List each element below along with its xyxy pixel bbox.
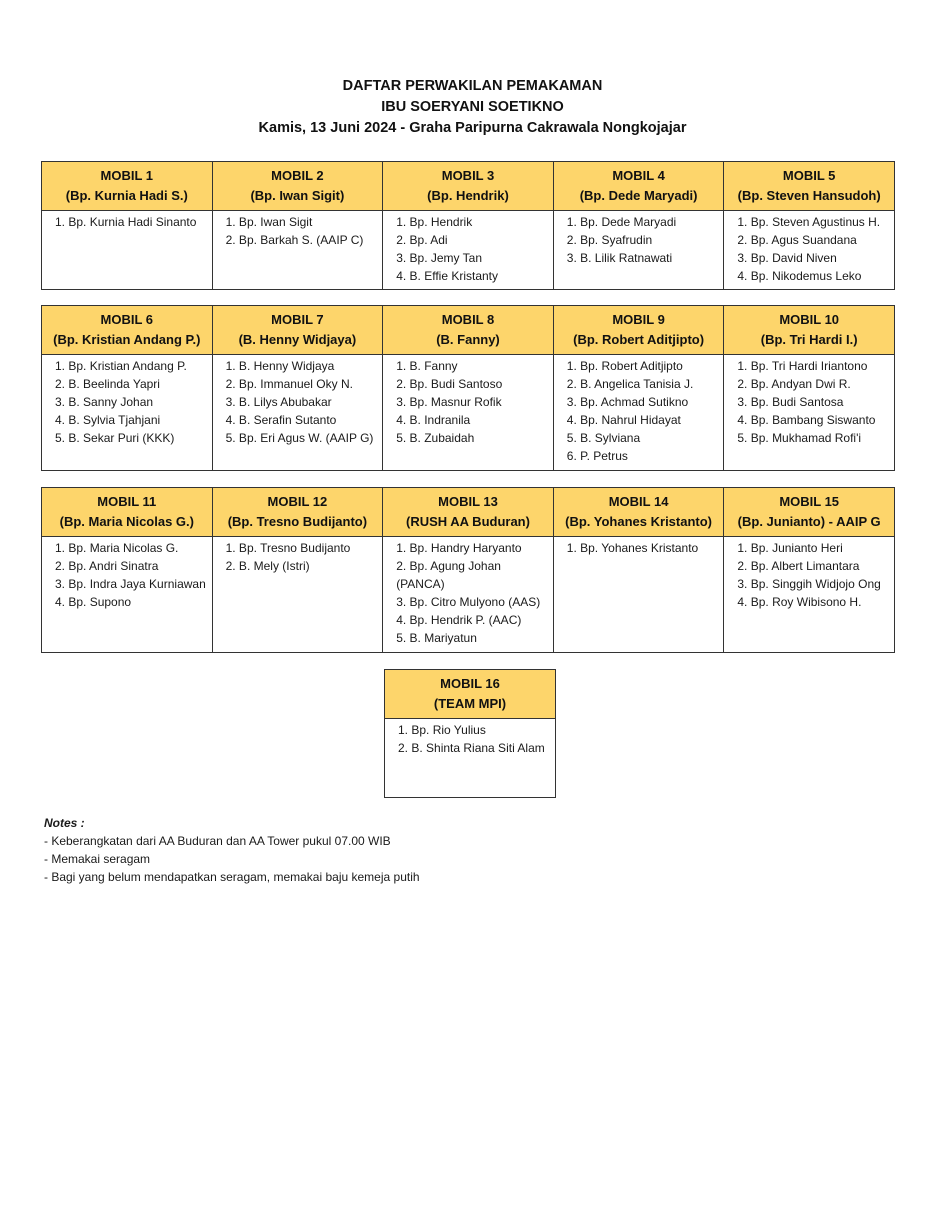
car-members [42,211,212,289]
car-row-4 [384,669,556,798]
car-card-7 [212,305,384,471]
member-item: 3. B. Sanny Johan [55,395,154,409]
car-members [724,211,894,289]
member-item: 1. Bp. Yohanes Kristanto [566,541,699,555]
member-item: 3. Bp. Indra Jaya Kurniawan [55,577,206,591]
member-item: 4. B. Indranila [396,413,471,427]
member-item: 1. Bp. Dede Maryadi [566,215,677,229]
car-title: MOBIL 16 [440,676,500,691]
member-item: 2. Bp. Syafrudin [566,233,653,247]
car-card-header [42,488,212,537]
member-item: 1. Bp. Rio Yulius [398,723,486,737]
notes-section [44,814,420,886]
car-card-header [554,162,724,211]
car-card-16 [384,669,556,798]
member-item: 2. B. Angelica Tanisia J. [566,377,694,391]
car-lead: (B. Fanny) [436,332,500,347]
member-item: 1. Bp. Steven Agustinus H. [737,215,881,229]
car-members [554,211,724,289]
member-item: 2. Bp. Agung Johan (PANCA) [396,559,501,591]
car-card-header [213,162,383,211]
car-card-6 [41,305,213,471]
car-title: MOBIL 13 [438,494,498,509]
member-item: 1. B. Henny Widjaya [225,359,335,373]
member-item: 4. Bp. Hendrik P. (AAC) [396,613,522,627]
car-lead: (Bp. Robert Aditjipto) [573,332,705,347]
car-card-header [213,488,383,537]
car-lead: (Bp. Kurnia Hadi S.) [65,188,188,203]
car-card-header [554,306,724,355]
member-item: 1. Bp. Maria Nicolas G. [55,541,179,555]
member-item: 5. Bp. Mukhamad Rofi'i [737,431,862,445]
car-card-header [724,488,894,537]
member-item: 2. Bp. Adi [396,233,448,247]
member-item: 3. Bp. Budi Santosa [737,395,844,409]
member-item: 1. Bp. Tresno Budijanto [225,541,351,555]
car-title: MOBIL 11 [97,494,157,509]
member-item: 3. Bp. Singgih Widjojo Ong [737,577,881,591]
car-card-header [213,306,383,355]
member-item: 3. Bp. David Niven [737,251,837,265]
title-line-3: Kamis, 13 Juni 2024 - Graha Paripurna Cakrawala Nongkojajar [258,120,687,136]
car-title: MOBIL 15 [779,494,840,509]
car-card-header [383,488,553,537]
car-lead: (RUSH AA Buduran) [405,514,530,529]
member-item: 3. Bp. Citro Mulyono (AAS) [396,595,541,609]
member-item: 5. B. Zubaidah [396,431,475,445]
car-lead: (Bp. Steven Hansudoh) [737,188,881,203]
car-lead: (Bp. Junianto) - AAIP G [737,514,881,529]
car-members [554,537,724,652]
member-item: 3. B. Lilys Abubakar [225,395,332,409]
member-item: 2. Bp. Immanuel Oky N. [225,377,353,391]
car-row-1 [41,161,899,290]
member-item: 1. Bp. Tri Hardi Iriantono [737,359,868,373]
member-item: 2. B. Beelinda Yapri [55,377,160,391]
car-card-header [42,162,212,211]
member-item: 4. Bp. Nikodemus Leko [737,269,862,283]
car-title: MOBIL 14 [608,494,669,509]
member-item: 4. Bp. Bambang Siswanto [737,413,876,427]
member-item: 3. Bp. Jemy Tan [396,251,483,265]
notes-title: Notes : [44,816,85,830]
car-card-8 [382,305,554,471]
car-card-14 [553,487,725,653]
member-item: 2. Bp. Agus Suandana [737,233,857,247]
member-item: 3. B. Lilik Ratnawati [566,251,673,265]
car-row-3 [41,487,899,653]
car-lead: (Bp. Tresno Budijanto) [227,514,368,529]
car-card-13 [382,487,554,653]
member-item: 4. Bp. Supono [55,595,132,609]
note-item: - Keberangkatan dari AA Buduran dan AA Tower pukul 07.00 WIB [44,834,391,848]
car-lead: (Bp. Kristian Andang P.) [53,332,201,347]
car-title: MOBIL 6 [100,312,154,327]
member-item: 4. B. Effie Kristanty [396,269,499,283]
member-item: 1. Bp. Robert Aditjipto [566,359,683,373]
note-item: - Memakai seragam [44,852,151,866]
member-item: 6. P. Petrus [566,449,628,463]
car-members [213,211,383,289]
car-card-2 [212,161,384,290]
car-row-2 [41,305,899,471]
car-card-3 [382,161,554,290]
car-members [383,211,553,289]
car-title: MOBIL 7 [271,312,324,327]
car-lead: (TEAM MPI) [433,696,507,711]
member-item: 4. B. Serafin Sutanto [225,413,337,427]
note-item: - Bagi yang belum mendapatkan seragam, memakai baju kemeja putih [44,870,420,884]
car-title: MOBIL 3 [441,168,495,183]
car-card-header [383,306,553,355]
title-line-2: IBU SOERYANI SOETIKNO [381,99,564,115]
member-item: 2. Bp. Albert Limantara [737,559,860,573]
member-item: 3. Bp. Masnur Rofik [396,395,502,409]
car-card-header [554,488,724,537]
title-line-1: DAFTAR PERWAKILAN PEMAKAMAN [342,78,603,94]
car-title: MOBIL 8 [441,312,495,327]
car-members [383,355,553,470]
car-title: MOBIL 12 [267,494,328,509]
car-card-5 [723,161,895,290]
car-lead: (Bp. Hendrik) [427,188,509,203]
car-card-header [383,162,553,211]
car-title: MOBIL 1 [100,168,154,183]
member-item: 2. Bp. Andri Sinatra [55,559,159,573]
car-card-header [724,162,894,211]
car-card-header [42,306,212,355]
member-item: 5. B. Sekar Puri (KKK) [55,431,175,445]
car-card-11 [41,487,213,653]
member-item: 2. B. Shinta Riana Siti Alam [398,741,545,755]
member-item: 1. Bp. Kurnia Hadi Sinanto [55,215,197,229]
car-card-4 [553,161,725,290]
car-card-header [724,306,894,355]
car-card-15 [723,487,895,653]
member-item: 2. Bp. Andyan Dwi R. [737,377,851,391]
car-members [724,537,894,652]
car-members [383,537,553,652]
member-item: 2. B. Mely (Istri) [225,559,310,573]
car-members [554,355,724,470]
car-card-10 [723,305,895,471]
car-card-header [385,670,555,719]
car-members [213,537,383,652]
member-item: 5. Bp. Eri Agus W. (AAIP G) [225,431,374,445]
member-item: 2. Bp. Budi Santoso [396,377,503,391]
member-item: 3. Bp. Achmad Sutikno [566,395,689,409]
member-item: 4. B. Sylvia Tjahjani [55,413,161,427]
member-item: 5. B. Mariyatun [396,631,477,645]
member-item: 1. Bp. Junianto Heri [737,541,843,555]
car-card-9 [553,305,725,471]
document-title [0,76,945,139]
car-lead: (Bp. Dede Maryadi) [579,188,698,203]
car-title: MOBIL 4 [612,168,665,183]
car-card-12 [212,487,384,653]
car-lead: (Bp. Maria Nicolas G.) [59,514,194,529]
car-lead: (Bp. Iwan Sigit) [250,188,345,203]
car-members [385,719,555,797]
car-members [213,355,383,470]
car-members [724,355,894,470]
member-item: 4. Bp. Roy Wibisono H. [737,595,862,609]
member-item: 5. B. Sylviana [566,431,641,445]
car-title: MOBIL 10 [779,312,840,327]
member-item: 2. Bp. Barkah S. (AAIP C) [225,233,364,247]
car-title: MOBIL 9 [612,312,665,327]
car-card-1 [41,161,213,290]
member-item: 1. Bp. Iwan Sigit [225,215,313,229]
car-title: MOBIL 2 [271,168,324,183]
car-members [42,355,212,470]
car-lead: (Bp. Tri Hardi I.) [760,332,858,347]
car-lead: (Bp. Yohanes Kristanto) [565,514,713,529]
car-title: MOBIL 5 [782,168,836,183]
member-item: 1. B. Fanny [396,359,458,373]
member-item: 1. Bp. Kristian Andang P. [55,359,187,373]
member-item: 4. Bp. Nahrul Hidayat [566,413,681,427]
member-item: 1. Bp. Handry Haryanto [396,541,522,555]
car-members [42,537,212,652]
car-lead: (B. Henny Widjaya) [238,332,357,347]
member-item: 1. Bp. Hendrik [396,215,473,229]
